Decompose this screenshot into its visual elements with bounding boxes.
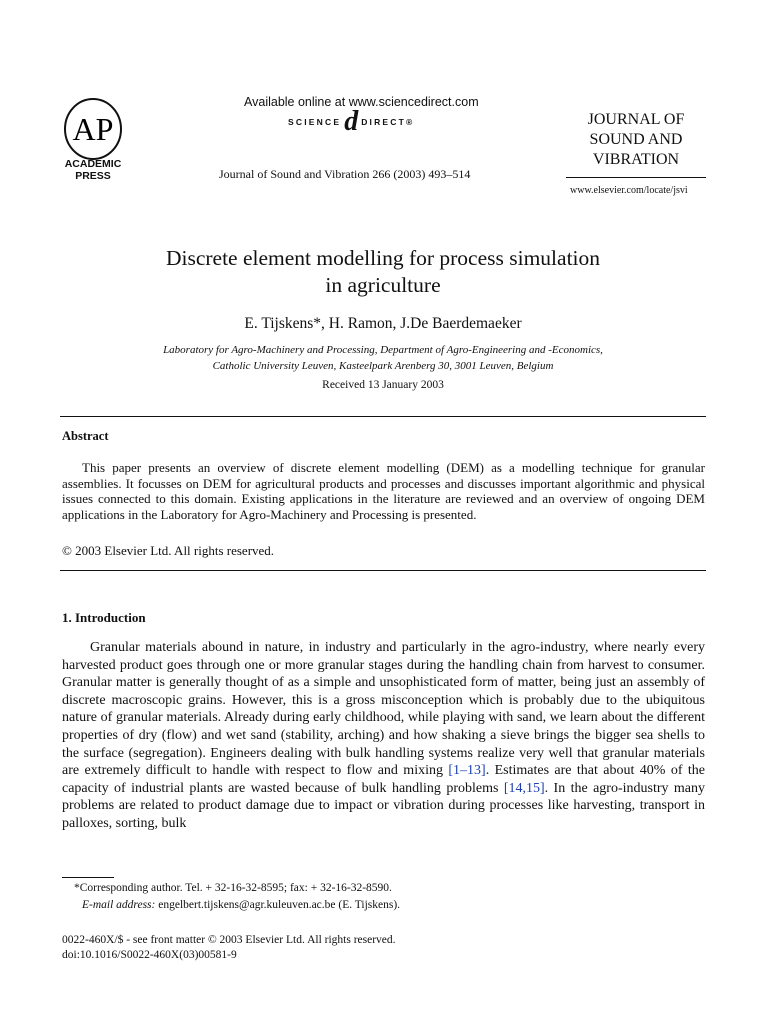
email-link[interactable]: engelbert.tijskens@agr.kuleuven.ac.be (E. Tijskens). bbox=[155, 899, 401, 911]
corresponding-author-note: *Corresponding author. Tel. + 32-16-32-8595; fax: + 32-16-32-8590. bbox=[74, 882, 392, 894]
doi[interactable]: doi:10.1016/S0022-460X(03)00581-9 bbox=[62, 949, 237, 961]
abstract-top-rule bbox=[60, 416, 706, 417]
abstract-copyright: © 2003 Elsevier Ltd. All rights reserved. bbox=[62, 543, 275, 558]
sciencedirect-d-icon: d bbox=[344, 106, 359, 137]
footnote-rule bbox=[62, 877, 114, 878]
journal-title: JOURNAL OF SOUND AND VIBRATION bbox=[587, 111, 685, 168]
email-note: E-mail address: engelbert.tijskens@agr.kuleuven.ac.be (E. Tijskens). bbox=[82, 899, 401, 911]
journal-citation: Journal of Sound and Vibration 266 (2003) 493–514 bbox=[219, 167, 471, 181]
journal-url[interactable]: www.elsevier.com/locate/jsvi bbox=[570, 185, 688, 196]
academic-press-logo bbox=[60, 96, 126, 162]
sciencedirect-logo: SCIENCE d DIRECT® bbox=[288, 106, 415, 137]
affiliation: Laboratory for Agro-Machinery and Processing, Department of Agro-Engineering and -Economics, Catholic University Leuven, Kasteelpark Arenberg 30, 3001 Leuven, Belgium bbox=[163, 344, 603, 372]
logo-text: AP bbox=[72, 111, 114, 147]
front-matter-note: 0022-460X/$ - see front matter © 2003 Elsevier Ltd. All rights reserved. bbox=[62, 934, 396, 946]
abstract-text: This paper presents an overview of discrete element modelling (DEM) as a modelling technique for granular assemblies. It focusses on DEM for agricultural products and processes and discusses important algorithmic and physical issues connected to this domain. Existing applications in the literature are reviewed and an overview of ongoing DEM applications in the Laboratory for Agro-Machinery and Processing is presented. bbox=[62, 460, 705, 522]
citation-link[interactable]: [14,15] bbox=[503, 780, 545, 796]
introduction-paragraph: Granular materials abound in nature, in industry and particularly in the agro-industry, where nearly every harvested product goes through one or more granular stages during the handling chain from harvest to consumer. Granular matter is generally thought of as a simple and unsophisticated form of matter, being just an assembly of discrete macroscopic grains. However, this is a gross misconception which is probably due to the ubiquitous nature of granular materials. Already during early childhood, while playing with sand, we learn about the different properties of dry (flow) and wet sand (stability, arching) and how shaking a sieve brings the bigger sea shells to the surface (segregation). Engineers dealing with bulk handling systems realize very well that granular materials are extremely difficult to handle with respect to flow and mixing [1–13]. Estimates are that about 40% of the capacity of industrial plants are wasted because of bulk handling problems [14,15]. In the agro-industry many problems are related to product damage due to impact or vibration during processes like harvesting, transport in palloxes, sorting, bulk bbox=[62, 640, 706, 831]
available-online: Available online at www.sciencedirect.com bbox=[244, 95, 479, 109]
journal-title-rule bbox=[566, 177, 706, 178]
publisher-name: ACADEMIC PRESS bbox=[64, 158, 122, 182]
received-date: Received 13 January 2003 bbox=[322, 379, 444, 391]
article-title: Discrete element modelling for process simulation in agriculture bbox=[165, 246, 601, 297]
abstract-bottom-rule bbox=[60, 570, 706, 571]
abstract-heading: Abstract bbox=[62, 429, 109, 443]
citation-link[interactable]: [1–13] bbox=[448, 763, 486, 779]
author-list: E. Tijskens*, H. Ramon, J.De Baerdemaeker bbox=[244, 315, 522, 332]
section-heading-introduction: 1. Introduction bbox=[62, 610, 146, 625]
